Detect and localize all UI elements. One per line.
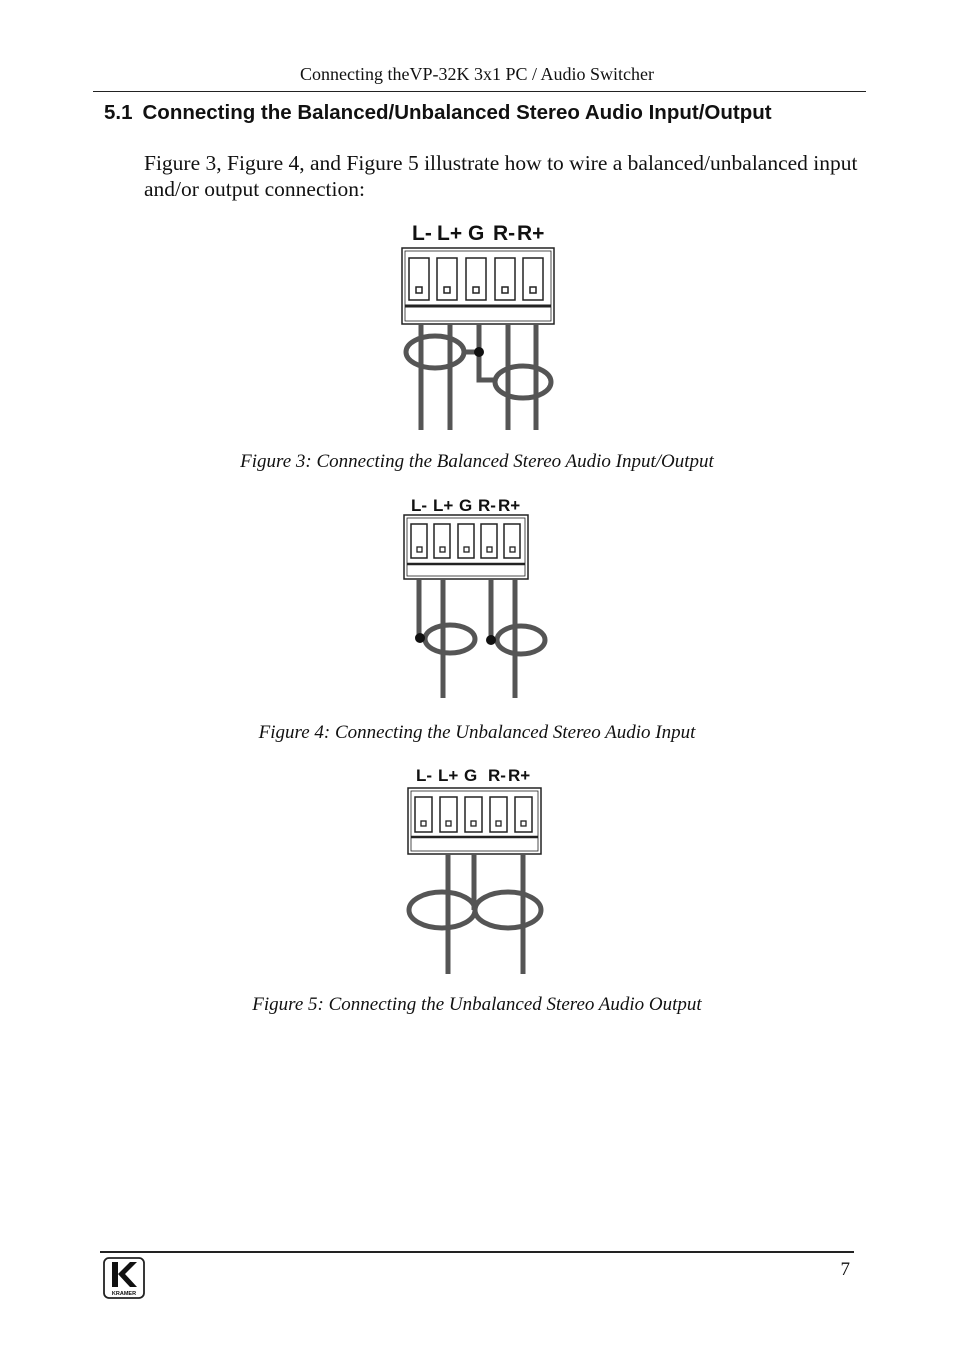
- terminal-block: [404, 515, 528, 579]
- label-g: G: [468, 222, 485, 245]
- logo-wordmark: KRAMER: [111, 1291, 137, 1297]
- figure-4-unbalanced-input: [398, 494, 558, 704]
- label-r-minus: R-: [488, 766, 506, 785]
- section-heading: [104, 101, 772, 125]
- label-r-plus: R+: [498, 496, 521, 515]
- label-g: G: [464, 766, 478, 785]
- label-g: G: [459, 496, 473, 515]
- section-title: Connecting the Balanced/Unbalanced Stereo Audio Input/Output: [142, 101, 772, 124]
- label-r-plus: R+: [517, 222, 545, 245]
- section-number: 5.1: [104, 101, 133, 124]
- label-l-plus: L+: [438, 766, 459, 785]
- figure-3-diagram: [396, 218, 566, 434]
- label-r-plus: R+: [508, 766, 531, 785]
- intro-paragraph: Figure 3, Figure 4, and Figure 5 illustrate how to wire a balanced/unbalanced input and/or output connection:: [144, 151, 858, 201]
- label-r-minus: R-: [493, 222, 516, 245]
- label-l-plus: L+: [437, 222, 463, 245]
- figure-4-caption: Figure 4: Connecting the Unbalanced Stereo Audio Input: [258, 722, 696, 743]
- kramer-logo-icon: [103, 1257, 145, 1299]
- terminal-block: [402, 248, 554, 324]
- cable-shield-left: [406, 336, 464, 368]
- label-l-minus: L-: [411, 496, 428, 515]
- cable-shield-right: [475, 892, 541, 928]
- cable-shield-right: [497, 626, 545, 654]
- cable-shield-left: [409, 892, 475, 928]
- figure-3-caption: Figure 3: Connecting the Balanced Stereo Audio Input/Output: [240, 451, 714, 472]
- left-shield-junction-dot: [415, 633, 425, 643]
- label-l-minus: L-: [416, 766, 433, 785]
- footer-rule: [100, 1251, 854, 1253]
- figure-3-balanced: [396, 218, 566, 434]
- running-header: Connecting theVP-32K 3x1 PC / Audio Switcher: [300, 64, 654, 84]
- kramer-logo: [103, 1257, 145, 1304]
- figure-5-caption: Figure 5: Connecting the Unbalanced Stereo Audio Output: [252, 994, 702, 1015]
- cable-shield-left: [425, 625, 475, 653]
- ground-junction-dot: [474, 347, 484, 357]
- page-number: 7: [840, 1259, 850, 1280]
- terminal-block: [408, 788, 541, 854]
- label-r-minus: R-: [478, 496, 496, 515]
- cable-shield-right: [495, 366, 551, 398]
- label-l-minus: L-: [412, 222, 432, 245]
- label-l-plus: L+: [433, 496, 454, 515]
- right-shield-junction-dot: [486, 635, 496, 645]
- figure-5-unbalanced-output: [402, 764, 562, 980]
- figure-4-diagram: [398, 494, 558, 704]
- header-rule: [93, 91, 866, 92]
- figure-5-diagram: [402, 764, 562, 980]
